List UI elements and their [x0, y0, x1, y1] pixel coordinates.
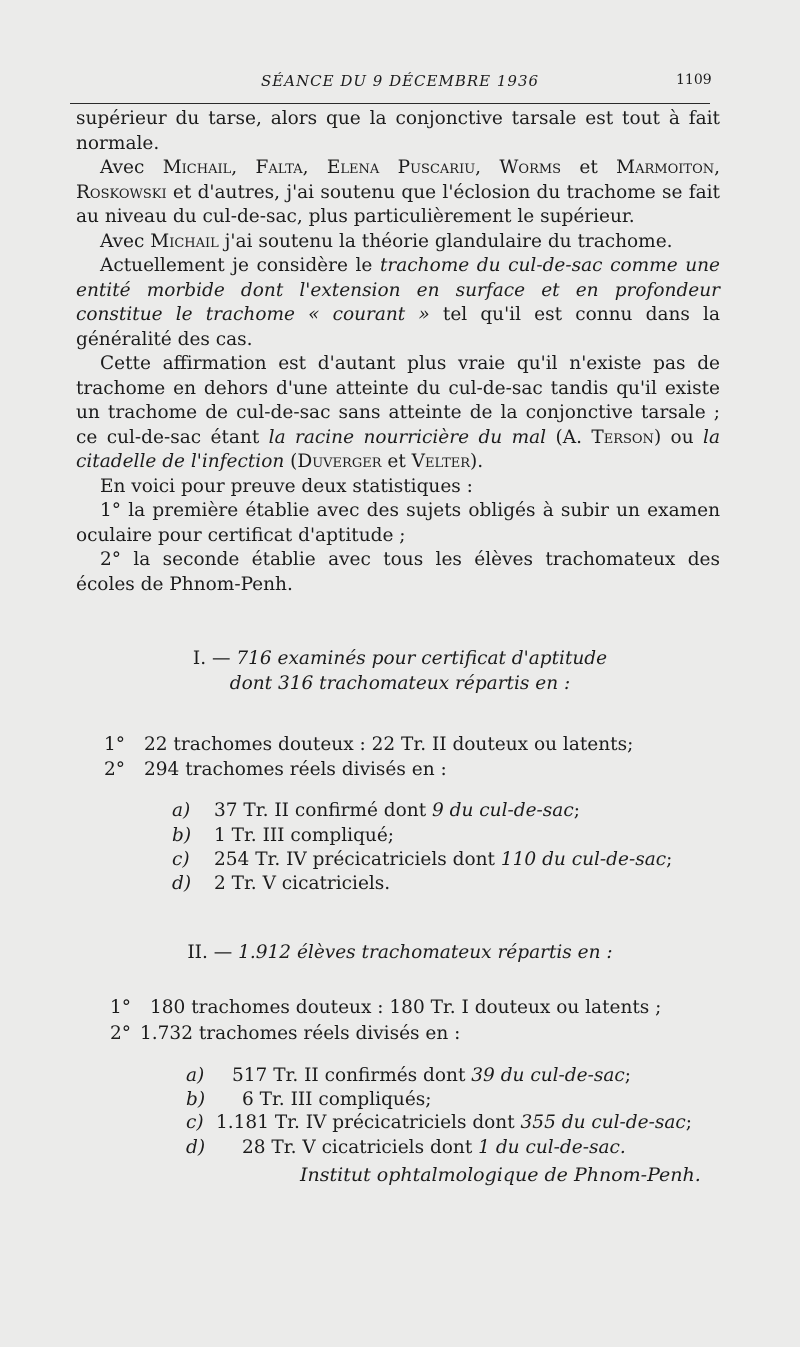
author-name: Roskowski: [76, 181, 167, 203]
list-text: 22 trachomes douteux : 22 Tr. II douteux ou latents;: [144, 734, 634, 755]
section-2-heading: 1.912 élèves trachomateux répartis en :: [238, 942, 613, 963]
list-text: 180 trachomes douteux : 180 Tr. I douteux ou latents ;: [150, 997, 662, 1018]
section-1-heading: 716 examinés pour certificat d'aptitude: [236, 648, 608, 669]
institution-signature: Institut ophtalmologique de Phnom-Penh.: [300, 1164, 701, 1186]
list-item: [104, 758, 447, 782]
emphasis-text: 110 du cul-de-sac: [500, 849, 667, 870]
author-name: Velter: [411, 451, 471, 472]
sub-list-marker: b): [186, 1089, 206, 1110]
text-run: j'ai soutenu la théorie glandulaire du trachome.: [218, 230, 673, 252]
emphasis-text: 39 du cul-de-sac: [471, 1065, 625, 1086]
list-text: 2 Tr. V cicatriciels.: [214, 873, 391, 894]
list-text: ;: [573, 800, 580, 821]
sub-list-item: [186, 1064, 631, 1088]
sub-list-item: [172, 848, 672, 872]
emphasis-text: 1 du cul-de-sac.: [478, 1137, 626, 1158]
list-text: 28 Tr. V cicatriciels dont: [242, 1137, 479, 1158]
list-number: 2°: [104, 759, 126, 780]
text-run: et d'autres, j'ai soutenu que l'éclosion du trachome se fait au niveau du cul-de-sac, plus particulièrement le supérieur.: [76, 181, 720, 227]
list-item: [110, 996, 661, 1020]
text-run: tel qu'il est connu dans la généralité des cas.: [76, 304, 721, 350]
paragraph-5: [76, 352, 720, 475]
author-name: Terson: [591, 426, 654, 448]
page-number: 1109: [676, 72, 712, 88]
list-text: 1 Tr. III compliqué;: [214, 825, 395, 846]
emphasis-text: 355 du cul-de-sac: [520, 1112, 686, 1133]
section-1-title-line-2: [0, 672, 800, 696]
list-text: 1.181 Tr. IV précicatriciels dont: [216, 1112, 521, 1133]
emphasis-text: la citadelle de l'infection: [76, 426, 720, 472]
section-2-prefix: II. —: [187, 942, 239, 963]
author-name: Michail: [150, 230, 219, 252]
text-run: Avec: [100, 230, 151, 252]
text-run: Avec: [100, 157, 163, 178]
sub-list-item: [186, 1111, 692, 1135]
emphasis-text: 9 du cul-de-sac: [432, 800, 574, 821]
list-number: 1°: [110, 997, 132, 1018]
list-text: 6 Tr. III compliqués;: [242, 1089, 432, 1110]
text-run: Actuellement je considère le: [100, 255, 380, 276]
list-item: [104, 733, 633, 757]
body-text: [76, 107, 720, 597]
sub-list-marker: b): [172, 825, 192, 846]
section-2-title: [0, 941, 800, 965]
author-name: Elena Puscariu: [326, 157, 476, 178]
list-number: 2°: [110, 1023, 132, 1044]
paragraph-2: [76, 156, 720, 230]
text-run: ).: [470, 451, 484, 472]
sub-list-marker: d): [172, 873, 192, 894]
sub-list-marker: a): [172, 800, 191, 821]
text-run: ,: [302, 157, 327, 178]
sub-list-item: [172, 799, 580, 823]
header-rule: [70, 103, 710, 104]
list-text: 1.732 trachomes réels divisés en :: [140, 1023, 461, 1044]
list-text: 517 Tr. II confirmés dont: [232, 1065, 472, 1086]
author-name: Michail: [162, 157, 232, 178]
list-text: ;: [624, 1065, 631, 1086]
text-run: et: [561, 157, 617, 178]
paragraph-8: 2° la seconde établie avec tous les élèves trachomateux des écoles de Phnom-Penh.: [76, 549, 720, 595]
sub-list-marker: c): [172, 849, 190, 870]
section-1-prefix: I. —: [192, 648, 237, 669]
list-text: 37 Tr. II confirmé dont: [214, 800, 433, 821]
paragraph-7: 1° la première établie avec des sujets obligés à subir un examen oculaire pour certificat d'aptitude ;: [76, 500, 720, 546]
list-text: ;: [666, 849, 673, 870]
author-name: Worms: [499, 157, 562, 178]
sub-list-item: [186, 1136, 626, 1160]
sub-list-item: [186, 1088, 432, 1112]
list-text: 254 Tr. IV précicatriciels dont: [214, 849, 501, 870]
text-run: (A.: [546, 426, 592, 448]
text-run: ,: [475, 157, 500, 178]
list-text: 294 trachomes réels divisés en :: [144, 759, 447, 780]
text-run: ) ou: [653, 426, 704, 448]
text-run: (: [284, 451, 298, 472]
list-text: ;: [685, 1112, 692, 1133]
author-name: Falta: [255, 157, 303, 178]
list-number: 1°: [104, 734, 126, 755]
sub-list-marker: d): [186, 1137, 206, 1158]
sub-list-marker: a): [186, 1065, 205, 1086]
sub-list-item: [172, 824, 394, 848]
sub-list-item: [172, 872, 390, 896]
paragraph-1: supérieur du tarse, alors que la conjonctive tarsale est tout à fait normale.: [76, 108, 720, 154]
paragraph-4: [76, 254, 720, 352]
author-name: Marmoiton: [616, 157, 715, 178]
list-item: [110, 1022, 460, 1046]
text-run: ,: [714, 157, 720, 178]
section-1-title-line-1: [0, 647, 800, 671]
text-run: et: [381, 451, 412, 472]
sub-list-marker: c): [186, 1112, 204, 1133]
emphasis-text: trachome du cul-de-sac comme une entité morbide dont l'extension en surface et en profondeur constitue le trachome « courant »: [76, 255, 721, 325]
emphasis-text: la racine nourricière du mal: [268, 426, 547, 448]
section-1-heading-cont: dont 316 trachomateux répartis en :: [229, 673, 571, 694]
running-header: SÉANCE DU 9 DÉCEMBRE 1936: [260, 72, 540, 90]
paragraph-3: [76, 230, 720, 255]
text-run: ,: [231, 157, 256, 178]
text-run: Cette affirmation est d'autant plus vraie qu'il n'existe pas de trachome en dehors d'une atteinte du cul-de-sac tandis qu'il existe un trachome de cul-de-sac sans atteinte de la conjonctive tarsale ; ce cul-de-sac étant: [76, 353, 720, 448]
paragraph-6: En voici pour preuve deux statistiques :: [100, 475, 473, 497]
author-name: Duverger: [297, 451, 382, 472]
